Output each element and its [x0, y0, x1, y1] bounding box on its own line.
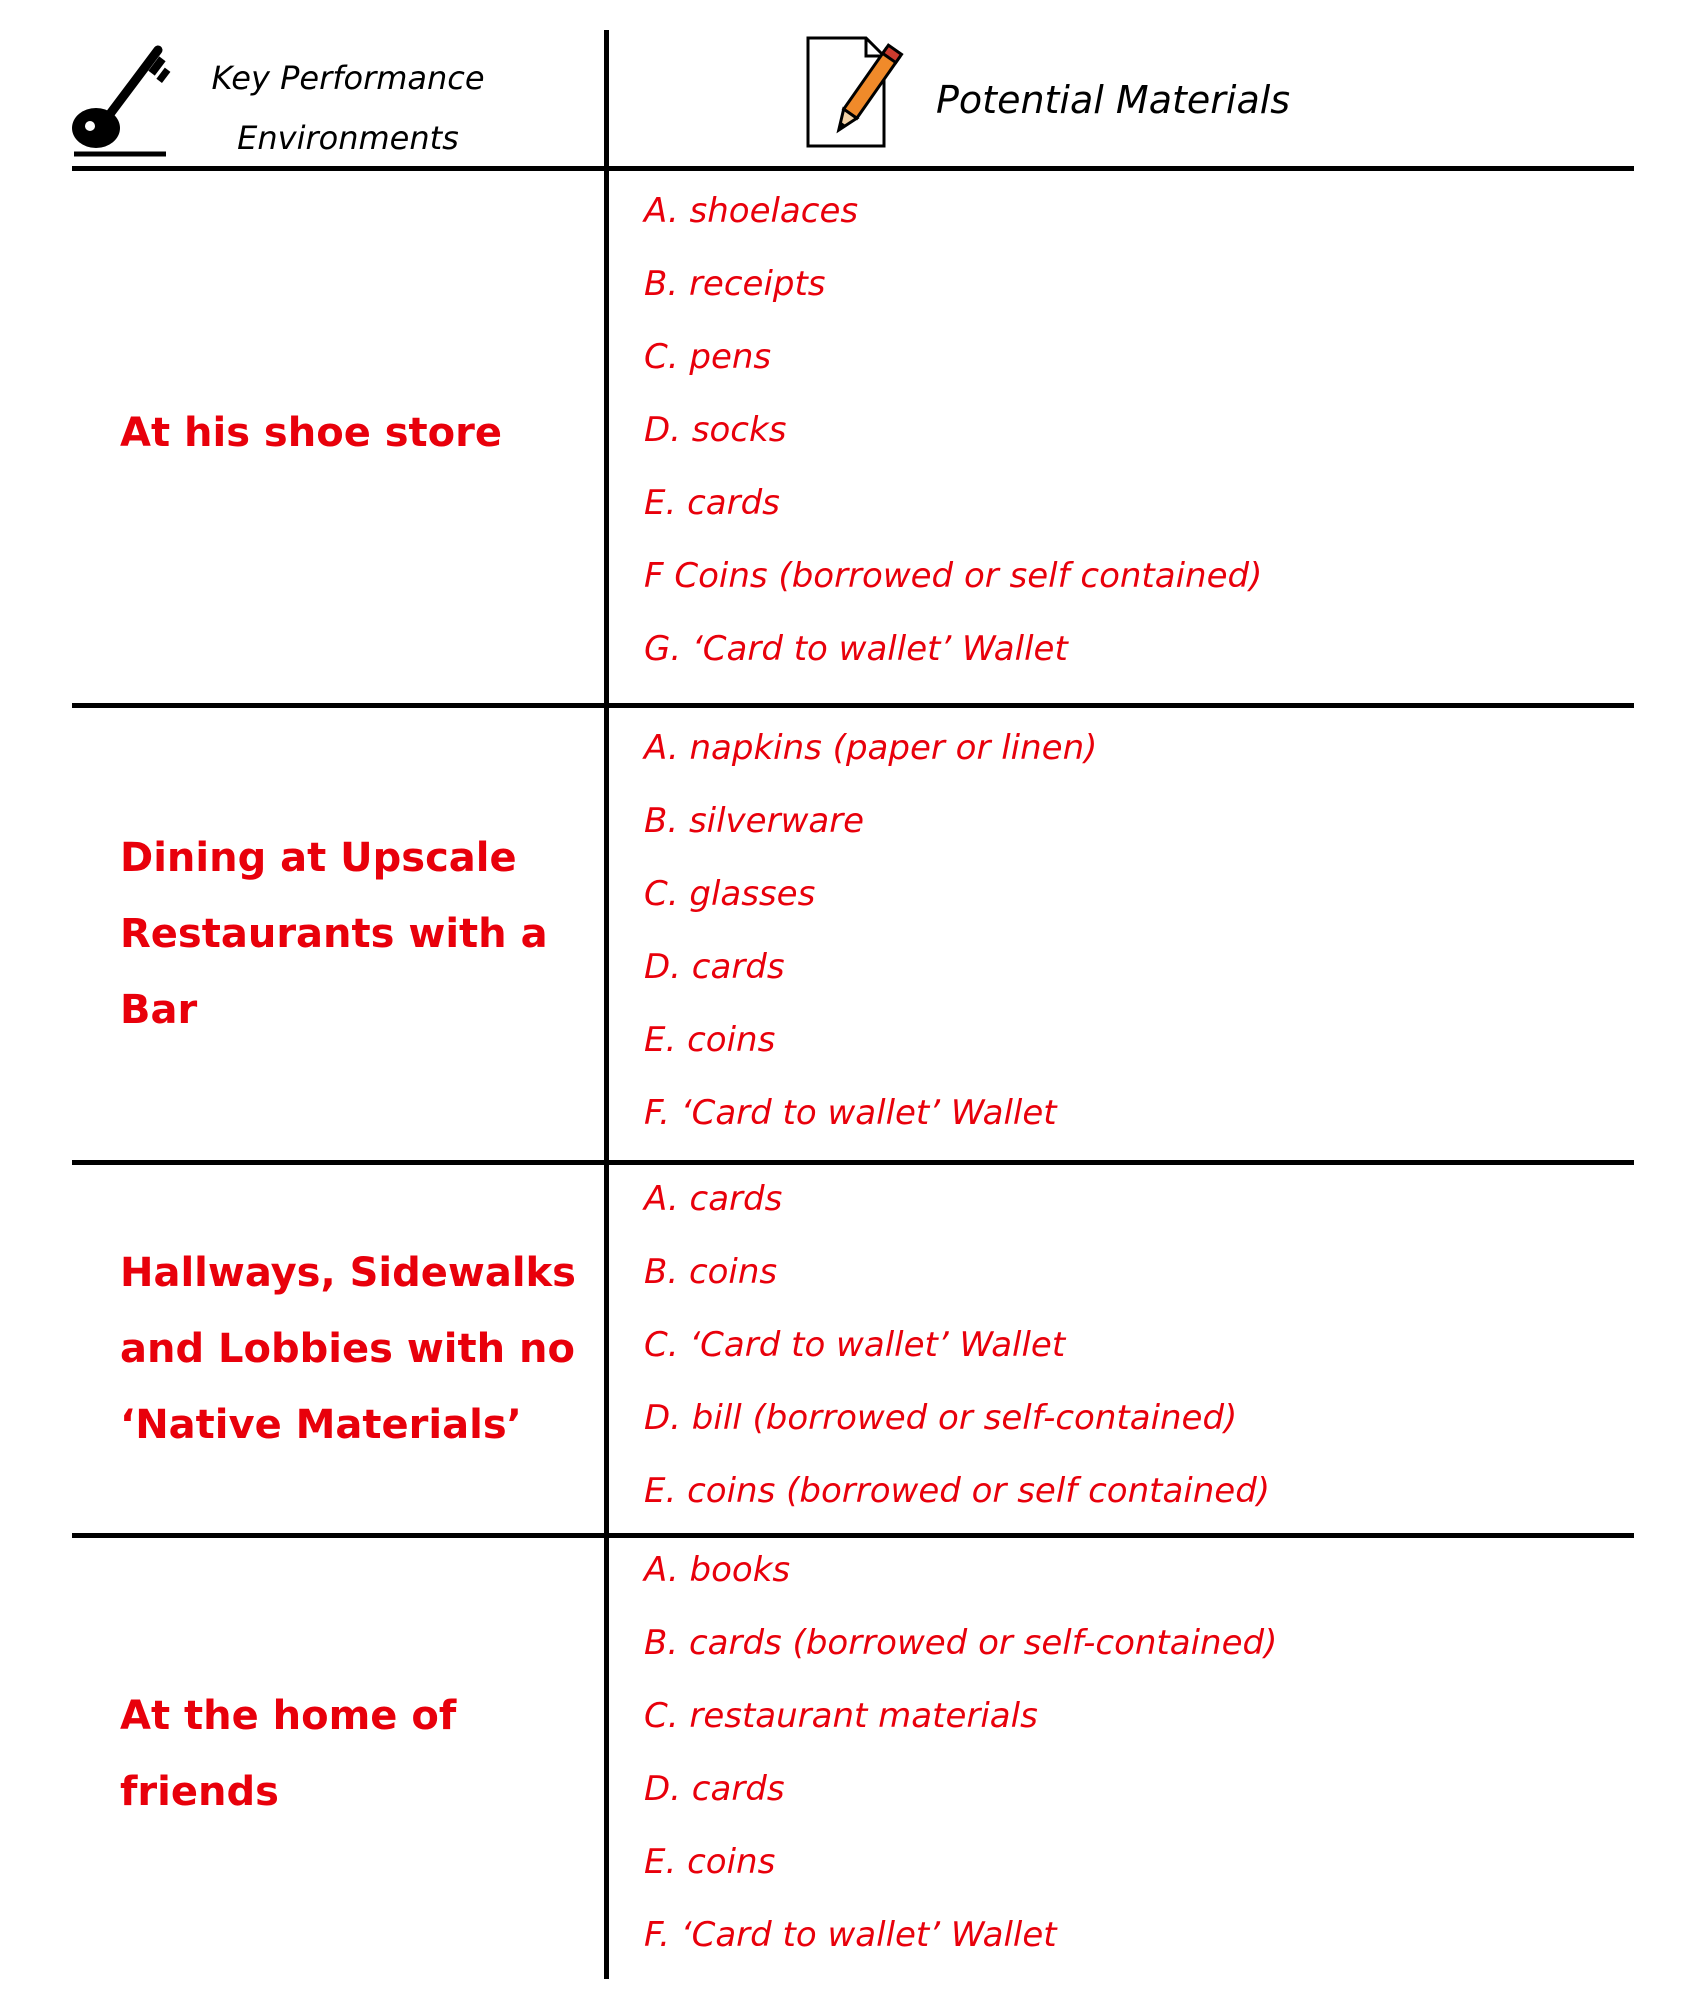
table-row — [72, 1165, 1634, 1533]
header-left-line1: Key Performance — [211, 59, 485, 97]
list-item: C. pens — [644, 337, 772, 377]
list-item: B. cards (borrowed or self-contained) — [644, 1623, 1278, 1663]
list-item: B. coins — [644, 1252, 778, 1292]
list-item: C. ‘Card to wallet’ Wallet — [644, 1325, 1066, 1365]
list-item: E. coins (borrowed or self contained) — [644, 1471, 1271, 1511]
materials-list — [644, 1163, 1270, 1528]
list-item: D. bill (borrowed or self-contained) — [644, 1398, 1238, 1438]
table-row — [72, 171, 1634, 703]
header-environments — [188, 48, 508, 168]
list-item: E. cards — [644, 483, 780, 523]
materials-list — [644, 712, 1097, 1150]
list-item: A. cards — [644, 1179, 783, 1219]
key-icon — [66, 40, 176, 164]
list-item: F Coins (borrowed or self contained) — [644, 556, 1263, 596]
materials-list — [644, 1534, 1277, 1972]
list-item: D. socks — [644, 410, 787, 450]
header-materials: Potential Materials — [936, 78, 1291, 122]
list-item: B. silverware — [644, 801, 865, 841]
environment-label: At the home of friends — [120, 1693, 457, 1815]
list-item: E. coins — [644, 1842, 776, 1882]
list-item: A. shoelaces — [644, 191, 859, 231]
materials-list — [644, 175, 1262, 686]
table-row — [72, 1538, 1634, 1979]
list-item: F. ‘Card to wallet’ Wallet — [644, 1093, 1057, 1133]
list-item: C. restaurant materials — [644, 1696, 1038, 1736]
list-item: B. receipts — [644, 264, 826, 304]
table-row — [72, 708, 1634, 1160]
list-item: E. coins — [644, 1020, 776, 1060]
list-item: C. glasses — [644, 874, 816, 914]
paper-pencil-icon — [804, 34, 904, 158]
list-item: D. cards — [644, 947, 785, 987]
environment-label: At his shoe store — [120, 410, 503, 456]
list-item: D. cards — [644, 1769, 785, 1809]
list-item: F. ‘Card to wallet’ Wallet — [644, 1915, 1057, 1955]
environment-label: Hallways, Sidewalks and Lobbies with no ‘Native Materials’ — [120, 1250, 576, 1448]
environment-label: Dining at Upscale Restaurants with a Bar — [120, 835, 548, 1033]
list-item: A. books — [644, 1550, 791, 1590]
header-left-line2: Environments — [237, 119, 459, 157]
list-item: A. napkins (paper or linen) — [644, 728, 1098, 768]
list-item: G. ‘Card to wallet’ Wallet — [644, 629, 1068, 669]
